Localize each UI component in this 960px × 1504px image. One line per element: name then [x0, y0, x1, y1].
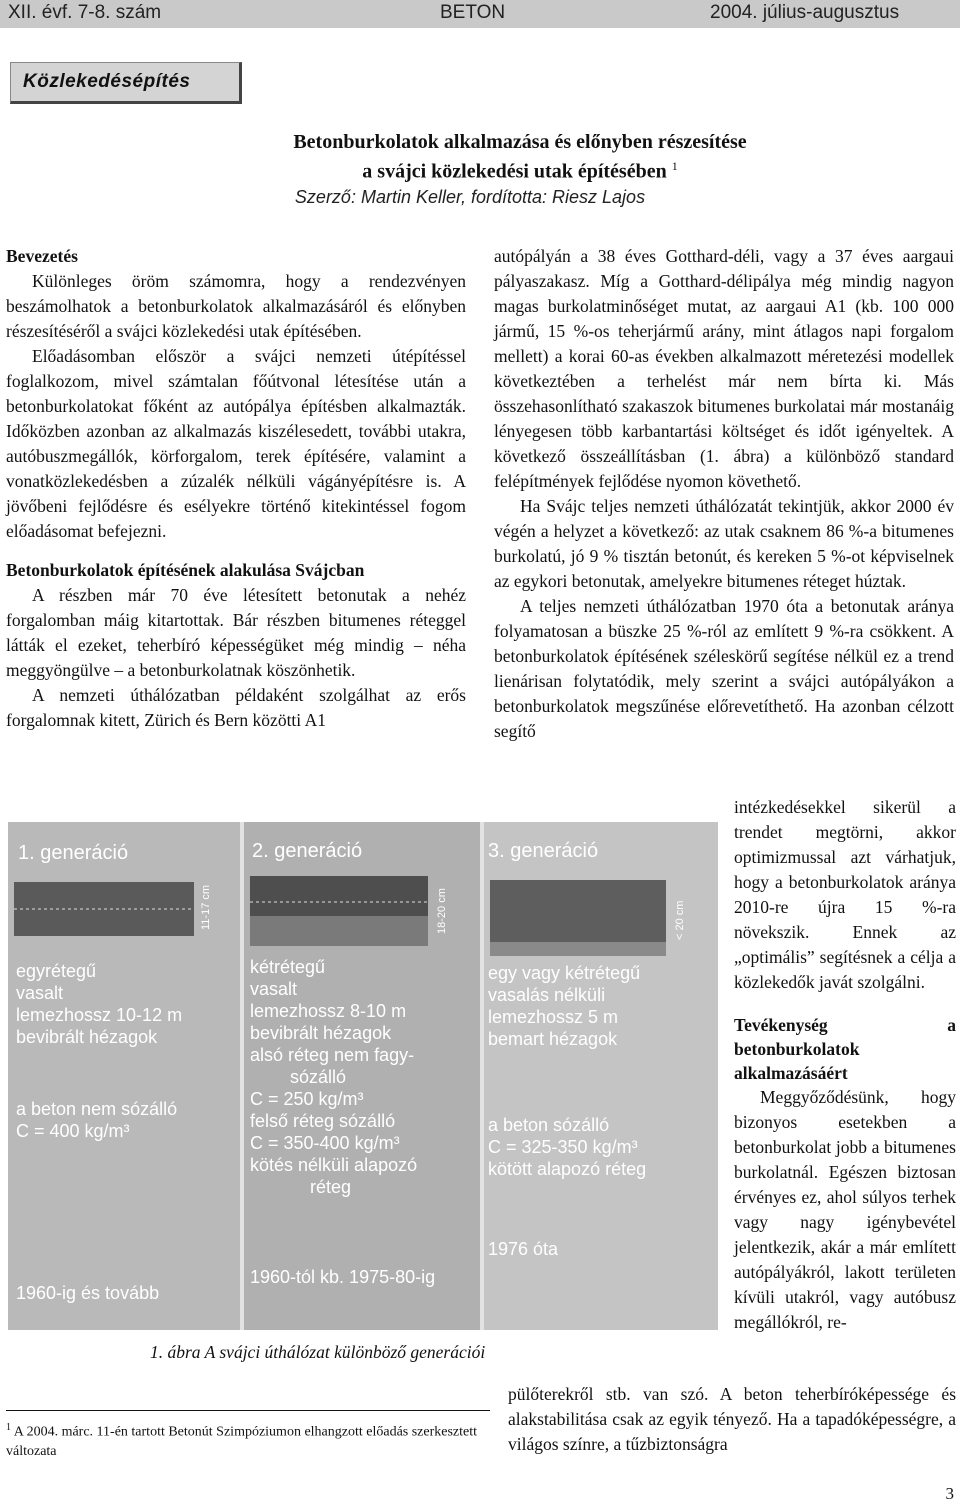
- gen3-desc: egy vagy kétrétegű vasalás nélküli lemezhossz 5 m bemart hézagok: [488, 963, 641, 1049]
- article-title: [200, 130, 840, 184]
- right-paragraph-1: autópályán a 38 éves Gotthard-déli, vagy a 37 éves aargaui pályaszakasz. Míg a Gotthard-délipálya még mindig nagyon magas burkolatminőséget mutat, az aargaui A1 (kb. 100 000 jármű, 15 %-os teherjármű arány, mint átlagos napi forgalom mellett) a korai 60-as években alkalmazott méretezési modellek következtében a terhelést már nem bírta ki. Más összehasonlítható szakaszok bitumenes burkolatai már mostanáig lényegesen több karbantartási költséget és időt igényeltek. A következő összeállításban (1. ábra) a különböző standard felépítmények fejlődése nyomon követhető.: [494, 246, 954, 491]
- gen1-title: 1. generáció: [18, 842, 129, 864]
- left-paragraph-3: A részben már 70 éve létesített betonutak a nehéz forgalomban máig kitartottak. Bár részben bitumenes réteggel látták el ezeket, teherbíró képességüket még mindig – néha meggyöngülve – a betonburkolatnak köszönhetik.: [6, 585, 466, 680]
- gen3-concrete: a beton sózálló C = 325-350 kg/m³ kötött alapozó réteg: [488, 1115, 647, 1179]
- footnote-text: A 2004. márc. 11-én tartott Betonút Szimpóziumon elhangzott előadás szerkesztett változata: [6, 1424, 478, 1459]
- gen3-title: 3. generáció: [488, 840, 599, 862]
- gen2-period: 1960-tól kb. 1975-80-ig: [250, 1267, 436, 1287]
- gen3-period: 1976 óta: [488, 1239, 559, 1259]
- gen2-title: 2. generáció: [252, 840, 363, 862]
- header-date: 2004. július-augusztus: [710, 2, 900, 23]
- left-paragraph-2: Előadásomban először a svájci nemzeti útépítéssel foglalkozom, mivel számtalan főútvonal létesítése után a betonburkolatokat főként az autópálya építésben alkalmazták. Időközben azonban az alkalmazás kiszélesedett, további utakra, autóbuszmegállók, körforgalom, terek építésére, valamint a vonatközlekedésben a zúzalék nélküli vágányépítésre is. A jövőbeni fejlődésre és esélyekre történő kitekintéssel fogom előadásomat befejezni.: [6, 346, 466, 541]
- gen3-thickness: < 20 cm: [674, 900, 686, 940]
- gen1-period: 1960-ig és tovább: [16, 1283, 160, 1303]
- byline: Szerző: Martin Keller, fordította: Riesz Lajos: [294, 187, 646, 207]
- gen2-desc: kétrétegű vasalt lemezhossz 8-10 m bevibrált hézagok alsó réteg nem fagy- sózálló C = 250 kg/m³ felső réteg sózálló C = 350-400 kg/m³ kötés nélküli alapozó réteg: [250, 957, 418, 1197]
- header-issue: XII. évf. 7-8. szám: [8, 2, 162, 23]
- gen1-concrete: a beton nem sózálló C = 400 kg/m³: [16, 1099, 178, 1141]
- right-paragraph-3: A teljes nemzeti úthálózatban 1970 óta a betonutak aránya folyamatosan a büszke 25 %-ról az említett 9 %-ra csökkent. A betonburkolatok építésének széleskörű segítése nélkül ez a trend lienárisan folytatódik, mely szerint a svájci autópályákon a betonburkolatok megszűnése előrevetíthető. Ha azonban célzott segítő: [494, 596, 954, 741]
- footnote-marker: 1: [6, 1422, 11, 1433]
- bottom-right-text: [508, 1382, 956, 1457]
- page-number: 3: [945, 1484, 954, 1503]
- left-paragraph-4: A nemzeti úthálózatban példaként szolgálhat az erős forgalomnak kitett, Zürich és Bern közötti A1: [6, 685, 466, 730]
- intro-heading: Bevezetés: [6, 246, 78, 266]
- gen3-slab: [490, 880, 666, 942]
- title-line-1: Betonburkolatok alkalmazása és előnyben részesítése: [293, 131, 747, 153]
- gen2-thickness: 18-20 cm: [436, 888, 448, 934]
- gen1-thickness: 11-17 cm: [200, 884, 212, 930]
- activity-heading: Tevékenység a betonburkolatok alkalmazásáért: [734, 1015, 956, 1083]
- right-column: [494, 244, 954, 744]
- title-line-2: a svájci közlekedési utak építésében $^1$: [362, 159, 678, 183]
- running-header: [0, 0, 960, 28]
- left-paragraph-1: Különleges öröm számomra, hogy a rendezvényen beszámolhatok a betonburkolatok alkalmazásáról és előnyben részesítéséről a svájci közlekedési utak építésében.: [6, 271, 466, 341]
- figure-caption: 1. ábra A svájci úthálózat különböző generációi: [150, 1342, 486, 1362]
- section-tag: [10, 62, 242, 104]
- footnote: [6, 1418, 496, 1461]
- gen2-slab-top: [250, 876, 428, 916]
- gen1-desc: egyrétegű vasalt lemezhossz 10-12 m bevibrált hézagok: [16, 961, 183, 1047]
- narrow-column: [734, 795, 956, 1335]
- right-paragraph-2: Ha Svájc teljes nemzeti úthálózatát tekintjük, akkor 2000 év végén a helyzet a következő: az utak csaknem 86 %-a bitumenes burkolatú, jó 9 % tisztán betonút, és kereken 5 %-ot képviselnek az egykori betonutak, amelyekre bitumenes réteget húztak.: [494, 496, 954, 591]
- section-tag-label: Közlekedésépítés: [23, 71, 191, 92]
- gen3-base: [490, 942, 666, 956]
- footnote-divider: [6, 1410, 490, 1411]
- narrow-paragraph-1: intézkedésekkel sikerül a trendet megtörni, akkor optimizmussal azt várhatjuk, hogy a betonburkolatok aránya 2010-re újra 15 %-ra növekszik. Ennek az „optimális” segítésnek a célja a közlekedők javát szolgálni.: [734, 797, 956, 992]
- bottom-paragraph: pülőterekről stb. van szó. A beton teherbíróképessége és alakstabilitása csak az egyik tényező. Ha a tapadóképességre, a világos színre, a tűzbiztonságra: [508, 1384, 956, 1454]
- footnote-ref: 1: [671, 159, 678, 173]
- figure-road-generations: [8, 822, 718, 1330]
- left-column: [6, 244, 466, 733]
- section-heading-2: Betonburkolatok építésének alakulása Svájcban: [6, 560, 365, 580]
- narrow-paragraph-2: Meggyőződésünk, hogy bizonyos esetekben a betonburkolat jobb a bitumenes burkolatnál. Egészen biztosan érvényes ez, ahol súlyos terhek vagy nagy igénybevétel jelentkezik, akár a már említett autópályákról, lakott területen kívüli utakról, vagy autóbusz megállókról, re-: [734, 1087, 956, 1332]
- gen2-slab-bottom: [250, 916, 428, 946]
- header-journal: BETON: [440, 2, 506, 23]
